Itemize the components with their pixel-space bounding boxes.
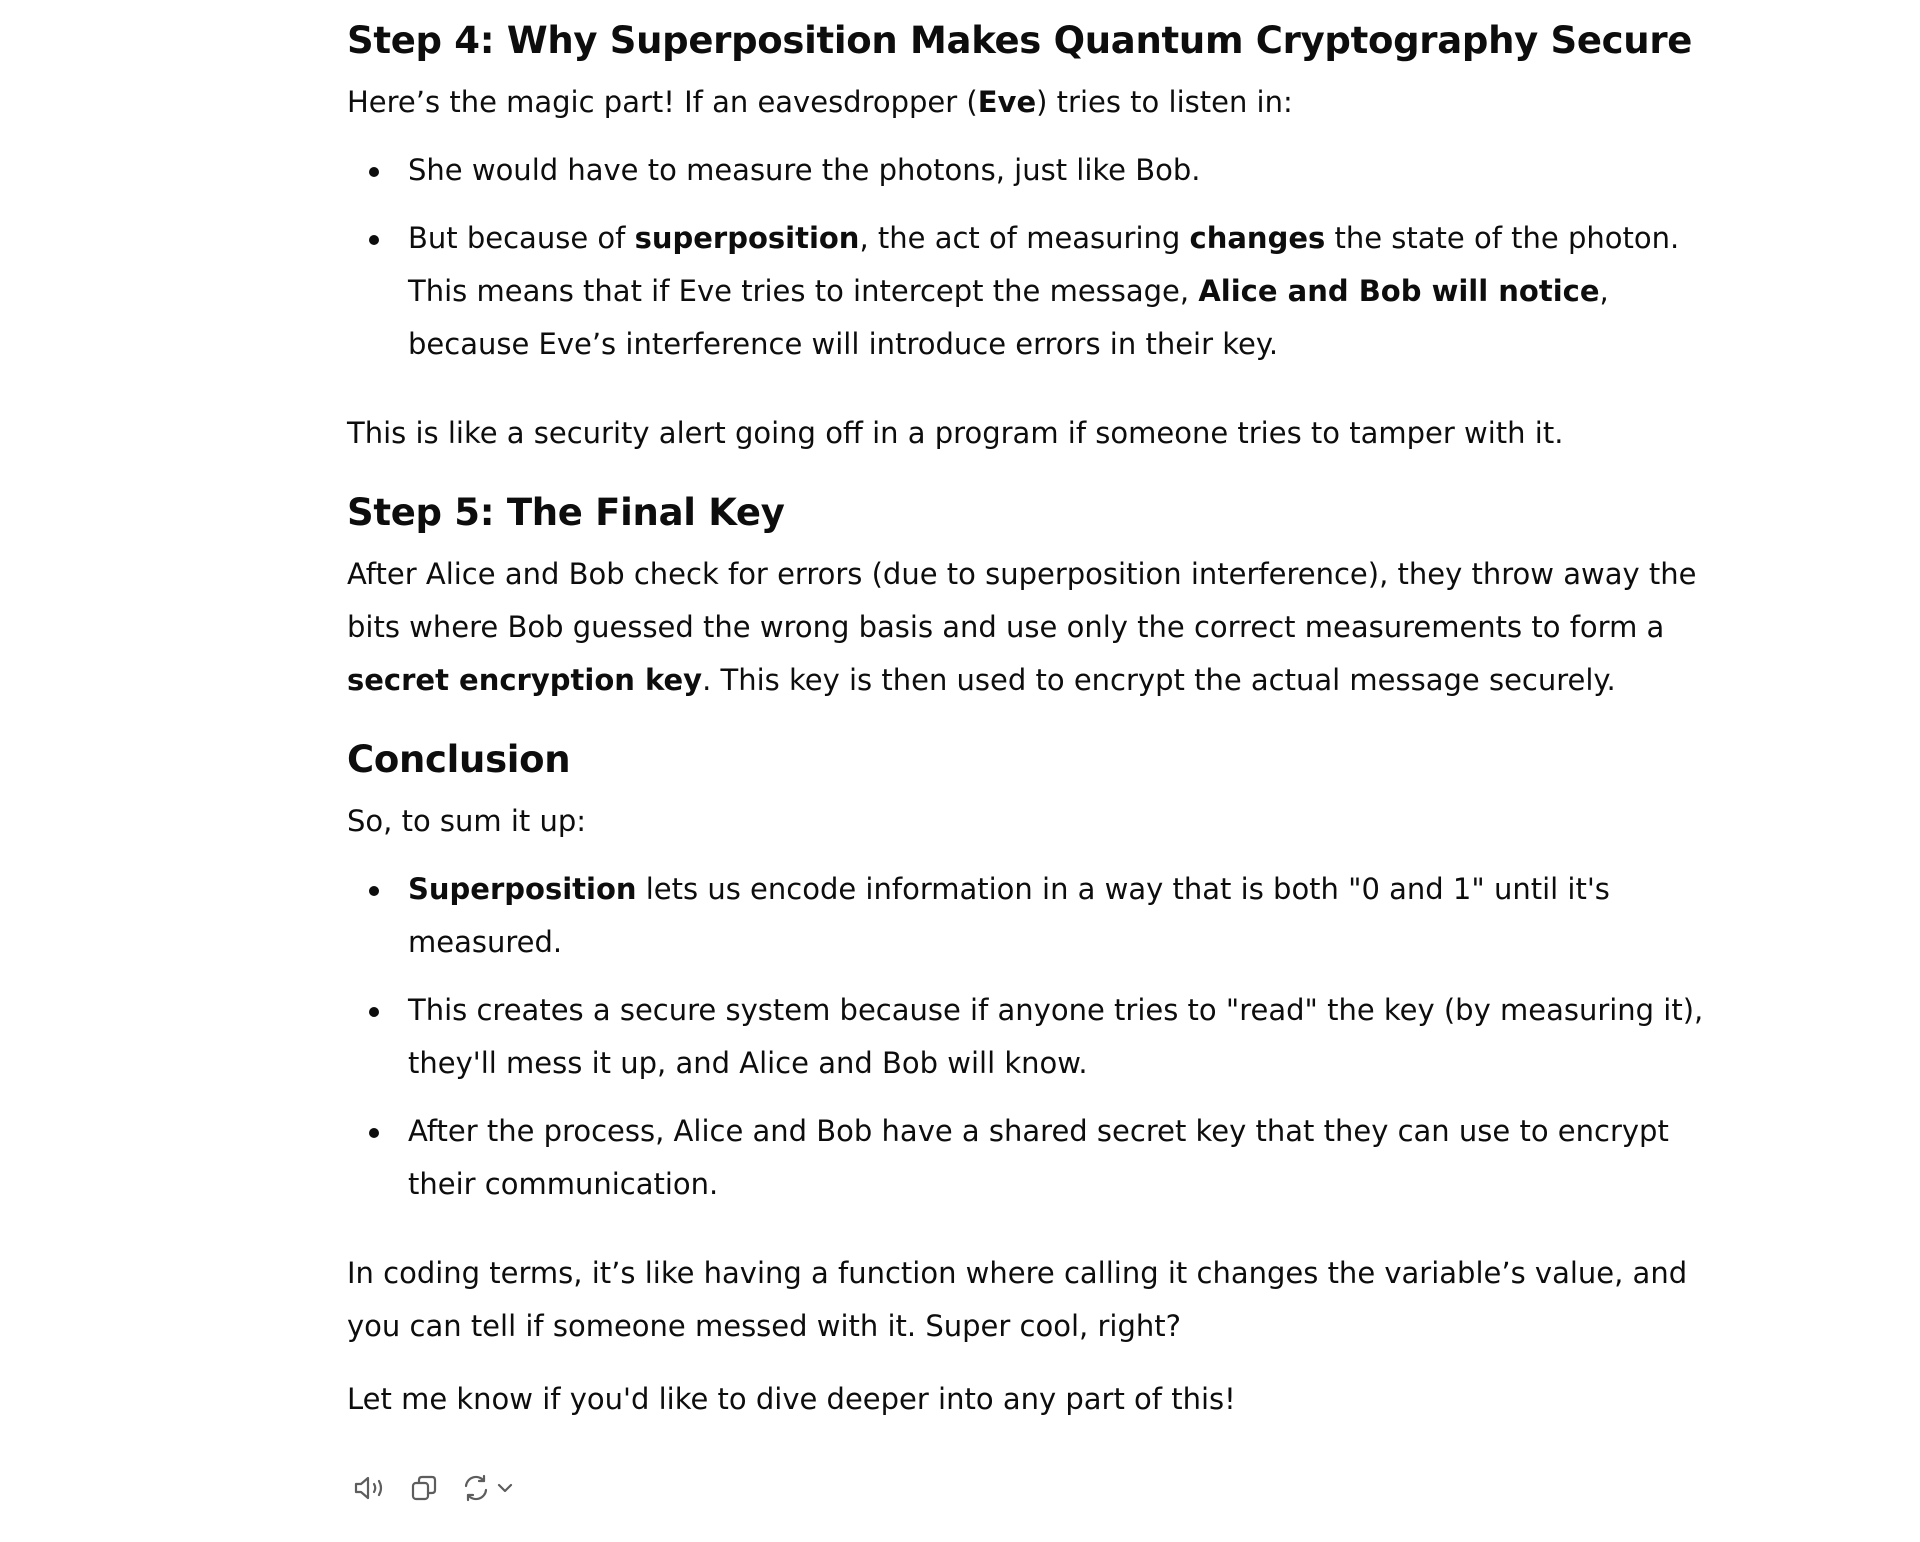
copy-icon xyxy=(409,1473,439,1503)
conclusion-intro: So, to sum it up: xyxy=(347,804,587,838)
step5-heading: Step 5: The Final Key xyxy=(347,491,785,534)
bullet-dot xyxy=(369,235,379,245)
eve-bold: Eve xyxy=(977,85,1037,119)
list-item: After the process, Alice and Bob have a shared secret key that they can use to encrypt their communication. xyxy=(408,1105,1707,1211)
list-item: She would have to measure the photons, just like Bob. xyxy=(408,144,1707,197)
step4-list xyxy=(347,144,1707,371)
bullet-dot xyxy=(369,1007,379,1017)
closing-paragraph: Let me know if you'd like to dive deeper into any part of this! xyxy=(347,1382,1236,1416)
step4-intro: Here’s the magic part! If an eavesdropper (Eve) tries to listen in: xyxy=(347,85,1293,119)
message-actions-toolbar xyxy=(347,1468,529,1508)
copy-button[interactable] xyxy=(401,1468,447,1508)
conclusion-list xyxy=(347,863,1707,1211)
bullet-dot xyxy=(369,1128,379,1138)
bullet-dot xyxy=(369,167,379,177)
regenerate-icon xyxy=(461,1473,491,1503)
assistant-message xyxy=(347,0,1707,1426)
chevron-down-icon xyxy=(495,1478,515,1498)
list-item: But because of superposition, the act of measuring changes the state of the photon. This means that if Eve tries to intercept the message, Alice and Bob will notice, because Eve’s interference will introduce errors in their key. xyxy=(408,212,1707,371)
list-item: Superposition lets us encode information in a way that is both "0 and 1" until it's measured. xyxy=(408,863,1707,969)
bullet-dot xyxy=(369,886,379,896)
coding-terms-paragraph: In coding terms, it’s like having a function where calling it changes the variable’s value, and you can tell if someone messed with it. Super cool, right? xyxy=(347,1256,1688,1343)
list-item: This creates a secure system because if anyone tries to "read" the key (by measuring it), they'll mess it up, and Alice and Bob will know. xyxy=(408,984,1707,1090)
step5-paragraph: After Alice and Bob check for errors (due to superposition interference), they throw away the bits where Bob guessed the wrong basis and use only the correct measurements to form a secret encryption key. This key is then used to encrypt the actual message securely. xyxy=(347,557,1697,697)
step4-heading: Step 4: Why Superposition Makes Quantum Cryptography Secure xyxy=(347,19,1693,62)
speaker-icon xyxy=(353,1473,387,1503)
conclusion-heading: Conclusion xyxy=(347,738,571,781)
read-aloud-button[interactable] xyxy=(347,1468,393,1508)
step4-alert: This is like a security alert going off in a program if someone tries to tamper with it. xyxy=(347,416,1564,450)
regenerate-button[interactable] xyxy=(455,1468,521,1508)
